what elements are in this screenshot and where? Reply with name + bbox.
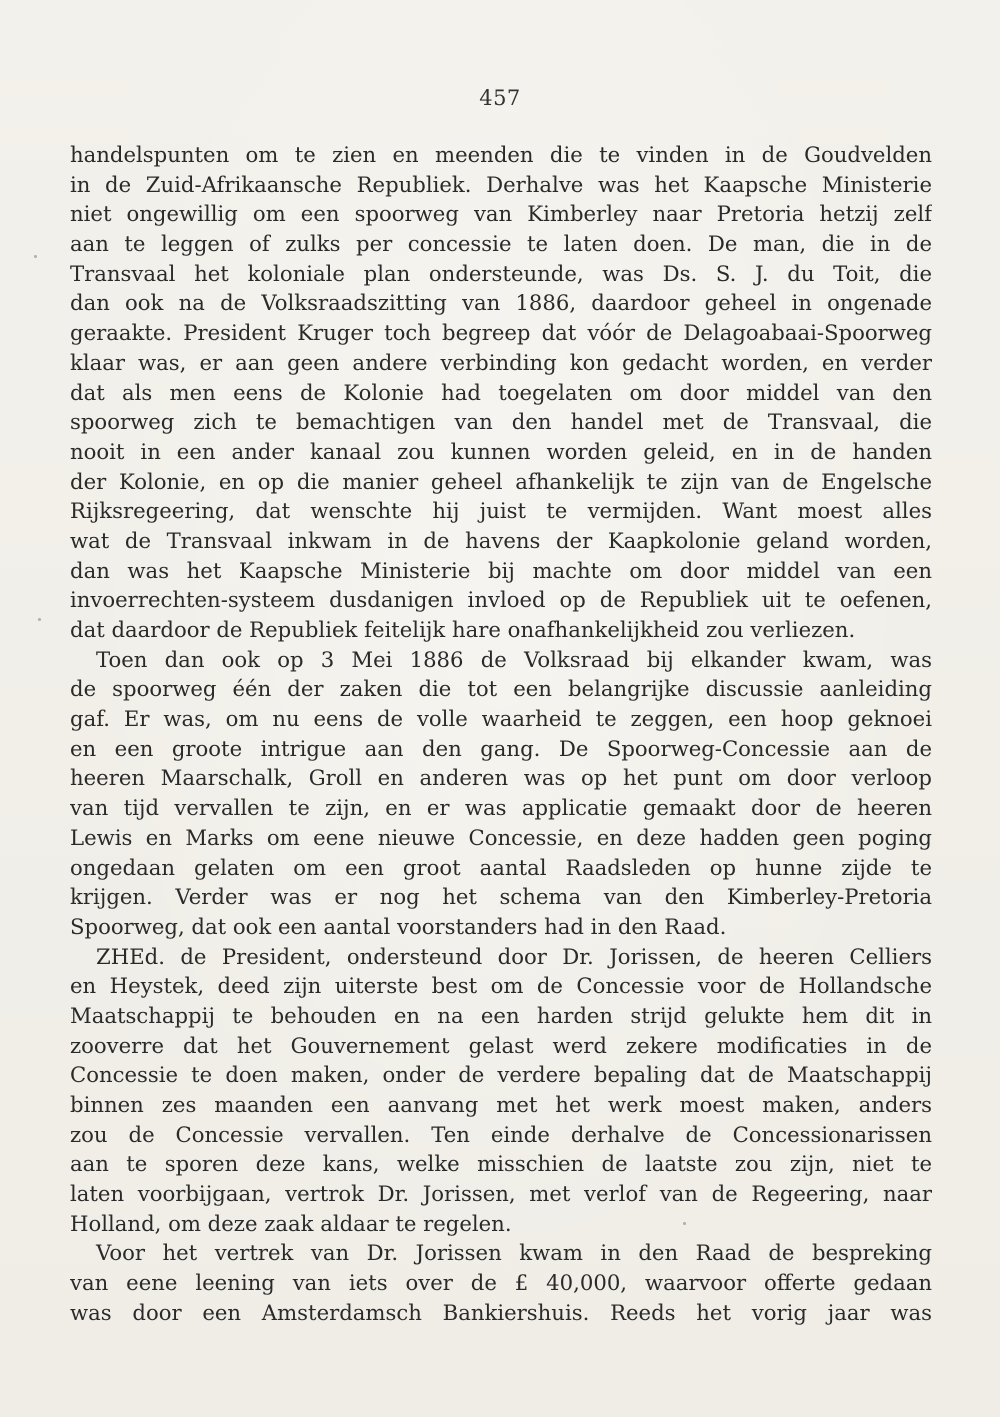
text-line: en Heystek, deed zijn uiterste best om de Concessie voor de Hollandsche [70,973,932,999]
text-line: nooit in een ander kanaal zou kunnen worden geleid, en in de handen [70,438,932,464]
text-line: laten voorbijgaan, vertrok Dr. Jorissen, met verlof van de Regeering, naar [70,1181,932,1207]
text-line: en een groote intrigue aan den gang. De Spoorweg-Concessie aan de [70,735,932,761]
text-line: handelspunten om te zien en meenden die te vinden in de Goudvelden [70,142,932,167]
text-line: spoorweg zich te bemachtigen van den handel met de Transvaal, die [70,409,932,435]
page-number: 457 [479,86,521,110]
text-line: krijgen. Verder was er nog het schema van den Kimberley-Pretoria [70,884,932,910]
text-line: aan te sporen deze kans, welke misschien de laatste zou zijn, niet te [70,1151,932,1177]
text-line: dat als men eens de Kolonie had toegelaten om door middel van den [70,379,932,405]
paper-speck [38,618,41,621]
text-line: heeren Maarschalk, Groll en anderen was op het punt om door verloop [70,765,932,791]
text-line: Toen dan ook op 3 Mei 1886 de Volksraad bij elkander kwam, was [96,646,932,672]
body-text [70,140,932,1328]
text-line: van tijd vervallen te zijn, en er was applicatie gemaakt door de heeren [70,795,932,821]
text-line: Holland, om deze zaak aldaar te regelen. [70,1210,512,1236]
text-line: Rijksregeering, dat wenschte hij juist te vermijden. Want moest alles [70,498,932,524]
text-line: zooverre dat het Gouvernement gelast werd zekere modificaties in de [70,1032,932,1058]
text-line: ZHEd. de President, ondersteund door Dr. Jorissen, de heeren Celliers [96,943,932,969]
paper-speck [34,255,37,258]
text-line: gaf. Er was, om nu eens de volle waarheid te zeggen, een hoop geknoei [70,706,932,732]
text-line: der Kolonie, en op die manier geheel afhankelijk te zijn van de Engelsche [70,468,932,494]
text-line: niet ongewillig om een spoorweg van Kimberley naar Pretoria hetzij zelf [70,201,932,227]
text-line: was door een Amsterdamsch Bankiershuis. Reeds het vorig jaar was [70,1299,932,1325]
text-line: Lewis en Marks om eene nieuwe Concessie, en deze hadden geen poging [70,824,932,850]
text-line: invoerrechten-systeem dusdanigen invloed op de Republiek uit te oefenen, [70,587,932,613]
text-line: geraakte. President Kruger toch begreep dat vóór de Delagoabaai-Spoorweg [70,320,932,346]
text-line: Spoorweg, dat ook een aantal voorstanders had in den Raad. [70,913,727,939]
text-line: ongedaan gelaten om een groot aantal Raadsleden op hunne zijde te [70,854,932,880]
text-line: dan was het Kaapsche Ministerie bij machte om door middel van een [70,557,932,583]
text-line: dat daardoor de Republiek feitelijk hare onafhankelijkheid zou verliezen. [70,617,856,642]
text-line: in de Zuid-Afrikaansche Republiek. Derhalve was het Kaapsche Ministerie [70,171,932,197]
text-line: dan ook na de Volksraadszitting van 1886, daardoor geheel in ongenade [70,290,932,316]
text-line: binnen zes maanden een aanvang met het werk moest maken, anders [70,1092,932,1117]
text-line: wat de Transvaal inkwam in de havens der Kaapkolonie geland worden, [70,527,932,553]
text-line: de spoorweg één der zaken die tot een belangrijke discussie aanleiding [70,676,932,702]
text-line: klaar was, er aan geen andere verbinding kon gedacht worden, en verder [70,349,932,375]
text-line: aan te leggen of zulks per concessie te laten doen. De man, die in de [70,231,932,257]
text-line: zou de Concessie vervallen. Ten einde derhalve de Concessionarissen [70,1121,932,1147]
text-line: Voor het vertrek van Dr. Jorissen kwam in den Raad de bespreking [96,1240,932,1266]
text-line: Maatschappij te behouden en na een harden strijd gelukte hem dit in [70,1002,932,1028]
text-line: Concessie te doen maken, onder de verdere bepaling dat de Maatschappij [70,1062,932,1088]
text-line: van eene leening van iets over de £ 40,000, waarvoor offerte gedaan [70,1270,932,1296]
text-line: Transvaal het koloniale plan ondersteunde, was Ds. S. J. du Toit, die [70,260,932,286]
paper-speck [683,1222,686,1225]
